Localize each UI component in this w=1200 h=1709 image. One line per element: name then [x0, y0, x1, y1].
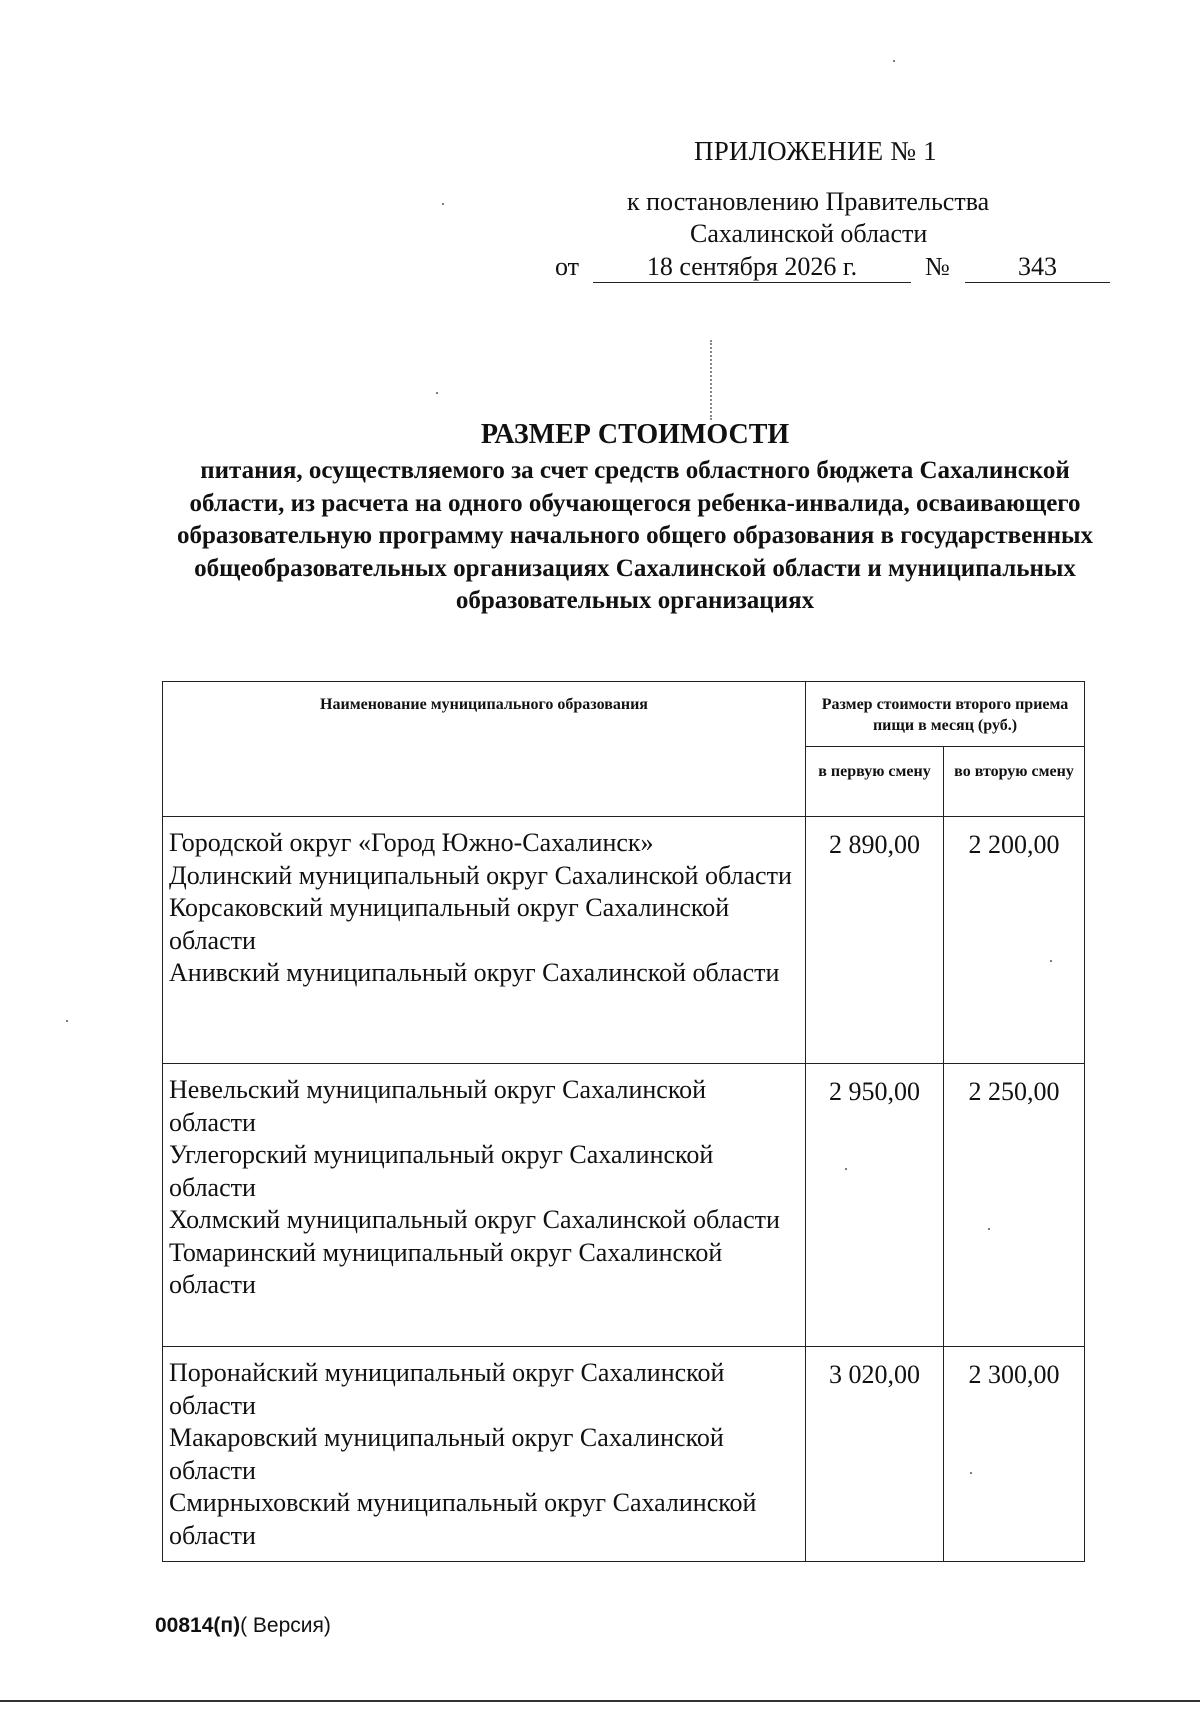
document-subtitle: питания, осуществляемого за счет средств областного бюджета Сахалинской области, из расчета на одного обучающегося ребенка-инвалида, осваивающего образовательную программу начального общего образования в государственных общеобразовательных организациях Сахалинской области и муниципальных образовательных организациях — [176, 457, 1094, 614]
header-second-shift: во вторую смену — [944, 747, 1085, 817]
scan-speck — [436, 392, 438, 394]
table-row — [163, 1347, 1085, 1562]
document-title: РАЗМЕР СТОИМОСТИ — [480, 419, 790, 450]
table-row — [163, 1064, 1085, 1347]
municipality-name: Смирныховский муниципальный округ Сахалинской области — [169, 1488, 757, 1550]
second-shift-cost: 2 200,00 — [944, 817, 1085, 1064]
scan-artifact — [710, 340, 714, 420]
resolution-date: 18 сентября 2026 г. — [593, 252, 911, 283]
appendix-title: ПРИЛОЖЕНИЕ № 1 — [694, 136, 937, 166]
municipality-name: Макаровский муниципальный округ Сахалинской области — [169, 1423, 724, 1485]
scan-speck — [66, 1020, 68, 1022]
municipality-list — [163, 1347, 806, 1562]
municipality-list — [163, 1064, 806, 1347]
municipality-name: Поронайский муниципальный округ Сахалинской области — [169, 1358, 725, 1420]
municipality-name: Городской округ «Город Южно-Сахалинск» — [169, 828, 654, 857]
scan-speck — [845, 1168, 847, 1170]
second-shift-cost: 2 300,00 — [944, 1347, 1085, 1562]
header-meal-cost: Размер стоимости второго приема пищи в месяц (руб.) — [806, 682, 1085, 747]
number-prefix: № — [925, 252, 950, 281]
municipality-name: Углегорский муниципальный округ Сахалинской области — [169, 1140, 714, 1202]
resolution-dateline — [555, 252, 1110, 286]
appendix-reference-line-1: к постановлению Правительства — [627, 187, 990, 216]
municipality-name: Анивский муниципальный округ Сахалинской области — [169, 958, 780, 987]
cost-table — [162, 681, 1085, 1562]
scan-speck — [970, 1472, 972, 1474]
document-footer-code — [155, 1614, 331, 1638]
first-shift-cost: 2 950,00 — [806, 1064, 944, 1347]
municipality-name: Долинский муниципальный округ Сахалинской области — [169, 860, 792, 890]
municipality-list — [163, 817, 806, 1064]
municipality-name: Холмский муниципальный округ Сахалинской области — [169, 1205, 780, 1234]
second-shift-cost: 2 250,00 — [944, 1064, 1085, 1347]
page-bottom-rule — [0, 1700, 1200, 1702]
version-label: ( Версия) — [240, 1614, 331, 1637]
table-row — [163, 817, 1085, 1064]
header-first-shift: в первую смену — [806, 747, 944, 817]
appendix-reference-line-2: Сахалинской области — [690, 219, 928, 248]
first-shift-cost: 2 890,00 — [806, 817, 944, 1064]
scan-speck — [893, 60, 895, 62]
scan-speck — [1050, 960, 1052, 962]
municipality-name: Корсаковский муниципальный округ Сахалинской области — [169, 893, 730, 955]
scan-speck — [442, 203, 444, 205]
first-shift-cost: 3 020,00 — [806, 1347, 944, 1562]
municipality-name: Невельский муниципальный округ Сахалинской области — [169, 1075, 707, 1137]
municipality-name: Томаринский муниципальный округ Сахалинской области — [169, 1237, 723, 1299]
date-prefix: от — [555, 252, 580, 281]
header-municipality-name: Наименование муниципального образования — [163, 682, 806, 817]
form-code: 00814(п) — [155, 1614, 241, 1637]
resolution-number: 343 — [965, 252, 1110, 283]
scan-speck — [988, 1228, 990, 1230]
